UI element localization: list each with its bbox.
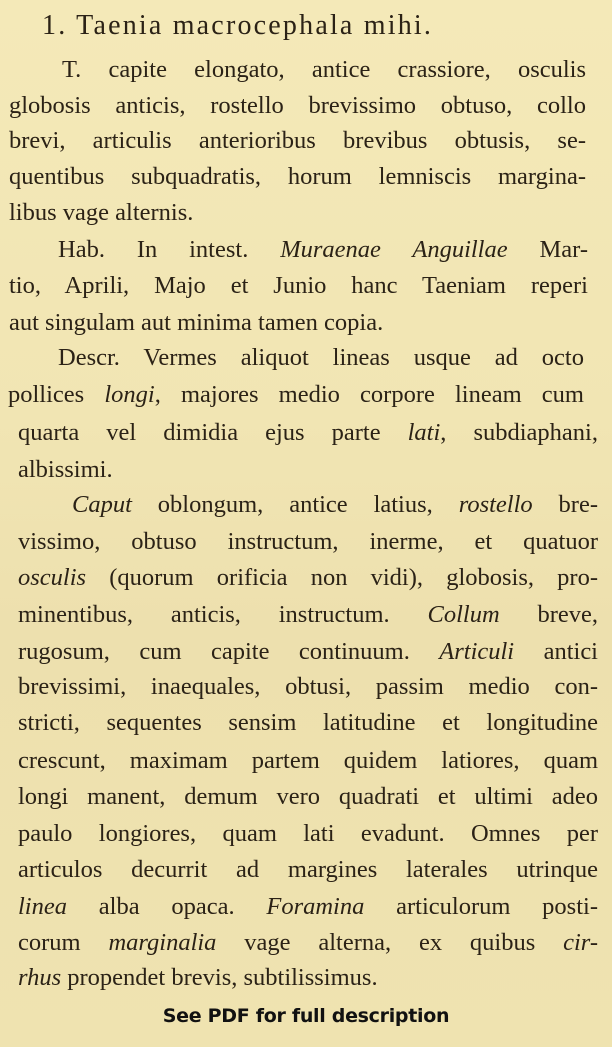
text-segment: minentibus, anticis, instructum. — [18, 601, 428, 628]
italic-term: linea — [18, 893, 67, 920]
text-segment: brevi, articulis anterioribus brevibus obtusis, se- — [9, 127, 586, 154]
text-segment: stricti, sequentes sensim latitudine et longitudine — [18, 709, 598, 736]
italic-term: rhus — [18, 964, 62, 991]
text-segment: propendet brevis, subtilissimus. — [61, 964, 378, 991]
text-line — [18, 635, 598, 669]
text-line — [18, 961, 598, 995]
text-segment: (quorum orificia non vidi), globosis, pro- — [86, 564, 598, 591]
text-line — [9, 196, 586, 230]
text-segment: globosis anticis, rostello brevissimo obtuso, collo — [9, 92, 586, 119]
italic-term: longi — [104, 381, 155, 408]
text-line — [9, 89, 586, 123]
text-segment: longi manent, demum vero quadrati et ultimi adeo — [18, 783, 598, 810]
see-pdf-note: See PDF for full description — [162, 1005, 450, 1027]
text-segment: , majores medio corpore lineam cum — [154, 381, 584, 408]
italic-term: cir- — [563, 929, 599, 956]
italic-term: Foramina — [266, 893, 365, 920]
text-line — [8, 378, 584, 412]
text-segment: tio, Aprili, Majo et Junio hanc Taeniam reperi — [9, 272, 588, 299]
text-line — [18, 706, 598, 740]
text-line — [18, 744, 598, 778]
text-segment: crescunt, maximam partem quidem latiores, quam — [18, 747, 598, 774]
text-segment: rugosum, cum capite continuum. — [18, 638, 440, 665]
text-line — [18, 525, 598, 559]
text-segment: corum — [18, 929, 109, 956]
text-line — [18, 780, 598, 814]
text-segment: T. capite elongato, antice crassiore, osculis — [62, 56, 586, 83]
text-line — [9, 306, 588, 340]
italic-term: rostello — [458, 491, 533, 518]
text-line — [58, 233, 588, 267]
italic-term: marginalia — [108, 929, 217, 956]
text-segment: , subdiaphani, — [440, 419, 598, 446]
text-line — [18, 853, 598, 887]
text-segment: pollices — [8, 381, 105, 408]
text-line — [18, 453, 598, 487]
text-segment: articulos decurrit ad margines laterales utrinque — [18, 856, 598, 883]
text-segment: articulorum posti- — [364, 893, 598, 920]
text-segment: quarta vel dimidia ejus parte — [18, 419, 408, 446]
italic-term: Muraenae Anguillae — [280, 236, 508, 263]
text-segment: quentibus subquadratis, horum lemniscis margina- — [9, 163, 586, 190]
text-segment: breve, — [499, 601, 598, 628]
text-segment: brevissimi, inaequales, obtusi, passim medio con- — [18, 673, 598, 700]
italic-term: lati — [407, 419, 441, 446]
text-line — [18, 670, 598, 704]
text-segment: albissimi. — [18, 456, 113, 483]
text-line — [9, 124, 586, 158]
text-segment: bre- — [532, 491, 598, 518]
text-segment: alba opaca. — [67, 893, 267, 920]
text-line — [18, 926, 598, 960]
text-segment: Descr. Vermes aliquot lineas usque ad octo — [58, 344, 584, 371]
section-heading: 1. Taenia macrocephala mihi. — [42, 10, 434, 41]
text-segment: antici — [514, 638, 598, 665]
text-line — [18, 561, 598, 595]
text-line — [58, 341, 584, 375]
text-segment: vage alterna, ex quibus — [216, 929, 564, 956]
text-segment: paulo longiores, quam lati evadunt. Omnes per — [18, 820, 598, 847]
italic-term: Collum — [427, 601, 500, 628]
text-segment: Mar- — [507, 236, 588, 263]
text-line — [9, 269, 588, 303]
text-line — [18, 598, 598, 632]
text-line — [62, 53, 586, 87]
text-segment: aut singulam aut minima tamen copia. — [9, 309, 384, 336]
text-line — [9, 160, 586, 194]
text-segment: oblongum, antice latius, — [131, 491, 459, 518]
text-segment: libus vage alternis. — [9, 199, 194, 226]
text-segment: vissimo, obtuso instructum, inerme, et quatuor — [18, 528, 598, 555]
text-line — [18, 817, 598, 851]
text-segment: Hab. In intest. — [58, 236, 281, 263]
italic-term: Articuli — [439, 638, 515, 665]
italic-term: osculis — [18, 564, 87, 591]
text-line — [18, 416, 598, 450]
italic-term: Caput — [72, 491, 132, 518]
text-line — [72, 488, 598, 522]
text-line — [18, 890, 598, 924]
